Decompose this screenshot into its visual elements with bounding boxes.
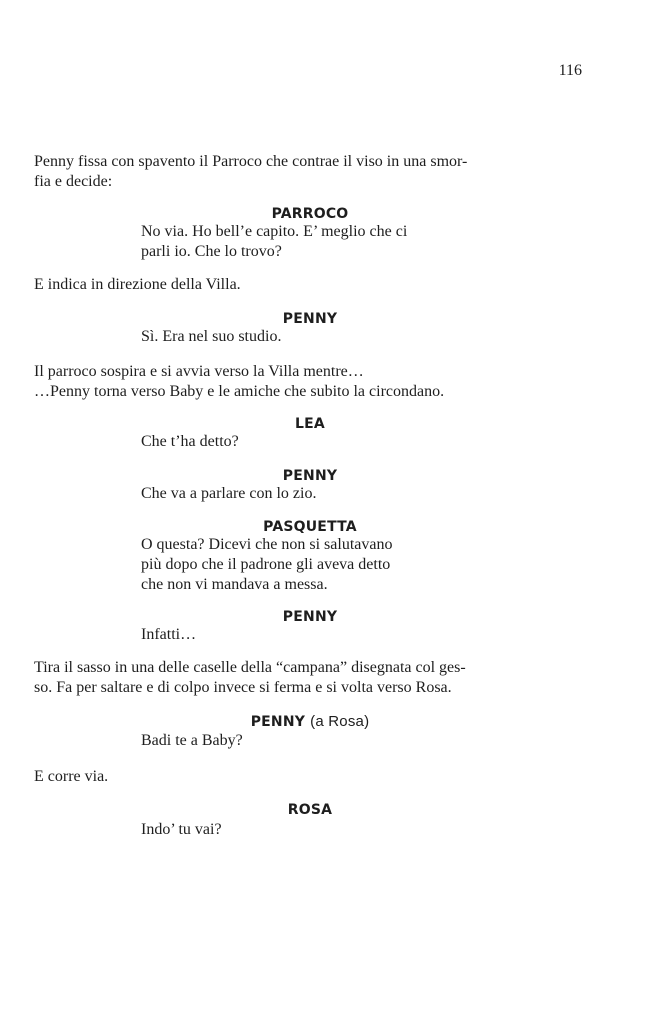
action-paragraph [34,362,594,402]
speaker-name: PARROCO [271,206,349,222]
speaker-name: ROSA [287,802,333,818]
action-line: E corre via. [34,768,109,785]
action-line: E indica in direzione della Villa. [34,276,241,293]
dialogue-line: Badi te a Baby? [141,732,243,749]
dialogue-block [141,731,481,751]
action-paragraph [34,152,594,192]
speaker-name: PENNY [282,609,338,625]
speaker-name [0,713,620,731]
dialogue-block [141,535,481,595]
action-line: so. Fa per saltare e di colpo invece si ferma e si volta verso Rosa. [34,679,452,696]
dialogue-line: Infatti… [141,626,197,643]
action-line: fia e decide: [34,173,113,190]
action-line: …Penny torna verso Baby e le amiche che subito la circondano. [34,383,445,400]
speaker-name: LEA [295,416,325,432]
dialogue-line: Sì. Era nel suo studio. [141,328,282,345]
action-line: Tira il sasso in una delle caselle della “campana” disegnata col ges- [34,659,466,676]
dialogue-block [141,327,481,347]
dialogue-line: Indo’ tu vai? [141,821,222,838]
dialogue-line: Che va a parlare con lo zio. [141,485,317,502]
action-paragraph [34,767,594,787]
dialogue-block [141,222,481,262]
action-paragraph [34,275,594,295]
speaker-parenthetical: (a Rosa) [310,713,370,730]
dialogue-line: più dopo che il padrone gli aveva detto [141,556,391,573]
action-paragraph [34,658,594,698]
speaker-name-text: PENNY [250,714,306,730]
dialogue-line: No via. Ho bell’e capito. E’ meglio che ci [141,223,408,240]
speaker-name: PENNY [282,311,338,327]
dialogue-line: che non vi mandava a messa. [141,576,328,593]
dialogue-block [141,484,481,504]
dialogue-block [141,820,481,840]
speaker-name: PASQUETTA [263,519,357,535]
dialogue-line: O questa? Dicevi che non si salutavano [141,536,393,553]
action-line: Penny fissa con spavento il Parroco che contrae il viso in una smor- [34,153,468,170]
speaker-name: PENNY [282,468,338,484]
dialogue-line: parli io. Che lo trovo? [141,243,282,260]
page-number: 116 [558,62,582,79]
dialogue-block [141,625,481,645]
dialogue-block [141,432,481,452]
dialogue-line: Che t’ha detto? [141,433,239,450]
action-line: Il parroco sospira e si avvia verso la Villa mentre… [34,363,364,380]
